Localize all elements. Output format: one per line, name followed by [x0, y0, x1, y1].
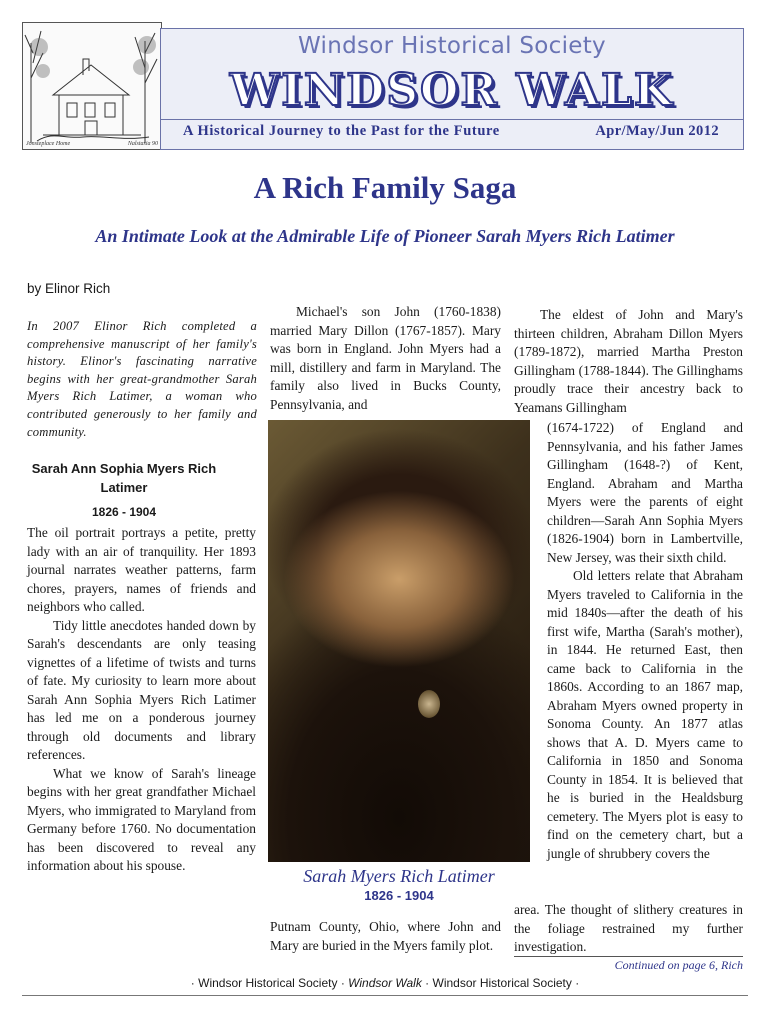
- newsletter-title: WINDSOR WALK: [229, 65, 675, 116]
- column-3-top: [514, 306, 743, 417]
- masthead-tagline: A Historical Journey to the Past for the Future: [183, 123, 500, 139]
- sidebar-dates: 1826 - 1904: [91, 505, 157, 519]
- paragraph: area. The thought of slithery creatures in the foliage restrained my further investigation.: [514, 902, 743, 954]
- masthead-illustration: [22, 22, 162, 150]
- column-2-bottom: [270, 918, 501, 955]
- masthead: [160, 28, 744, 150]
- article-subtitle: An Intimate Look at the Admirable Life of Pioneer Sarah Myers Rich Latimer: [95, 226, 675, 246]
- continued-link[interactable]: Continued on page 6, Rich: [614, 958, 743, 972]
- sidebar-heading: Sarah Ann Sophia Myers Rich Latimer: [31, 461, 217, 495]
- paragraph: The oil portrait portrays a petite, pretty lady with an air of tranquility. Her 1893 journal narrates weather patterns, farm chores, prayers, names of friends and neighbors who called.: [27, 525, 256, 614]
- footer-divider: [22, 995, 748, 996]
- column-1-body: [27, 524, 256, 876]
- column-3-bottom: [514, 901, 743, 957]
- portrait-dates: 1826 - 1904: [364, 888, 434, 903]
- house-drawing-icon: [23, 23, 161, 149]
- portrait-caption: Sarah Myers Rich Latimer: [303, 866, 495, 886]
- footer-newsletter: Windsor Walk: [348, 976, 422, 990]
- paragraph: Michael's son John (1760-1838) married Mary Dillon (1767-1857). Mary was born in England. John Myers had a mill, distillery and farm in Maryland. The family also lived in Bucks County, Pennsylvania, and: [270, 304, 501, 412]
- byline: by Elinor Rich: [27, 281, 111, 296]
- column-3-body: [547, 419, 743, 863]
- society-name: Windsor Historical Society: [298, 33, 606, 59]
- column-2-top: [270, 303, 501, 414]
- intro-text: In 2007 Elinor Rich completed a comprehensive manuscript of her family's history. Elinor's fascinating narrative begins with her great-grandmother Sarah Myers Rich Latimer, a woman who contributed generously to her family and community.: [27, 319, 257, 439]
- paragraph: Old letters relate that Abraham Myers traveled to California in the mid 1840s—after the death of his first wife, Martha (Sarah's mother), in 1844. He returned East, then came back to California in the 1860s. According to an 1867 map, Abraham Myers owned property in Sonoma County. An 1877 atlas shows that A. D. Myers came to California in 1850 and Sonoma County in 1854. It is believed that he is buried in the Healdsburg cemetery. The Myers plot is easy to find on the cemetery chart, but a jungle of shrubbery covers the: [547, 568, 743, 861]
- paragraph: What we know of Sarah's lineage begins with her great grandfather Michael Myers, who immigrated to Maryland from Germany before 1760. No documentation has been discovered to reveal any information about his spouse.: [27, 765, 256, 873]
- portrait-image: [268, 420, 530, 862]
- footer-prefix: · Windsor Historical Society ·: [190, 976, 349, 990]
- paragraph: (1674-1722) of England and Pennsylvania, and his father James Gillingham (1648-?) of Kent, England. Abraham and Martha Myers were the parents of eight children—Sarah Ann Sophia Myers (1826-1904) born in Lambertville, New Jersey, was their sixth child.: [547, 420, 743, 565]
- paragraph: Tidy little anecdotes handed down by Sarah's descendants are only teasing vignettes of a lifetime of twists and turns of fate. My curiosity to learn more about Sarah Ann Sophia Myers Rich Latimer has led me on a ponderous journey through old documents and library references.: [27, 617, 256, 762]
- illustration-caption-right: Nalstasia 90: [127, 141, 158, 147]
- brooch-detail: [418, 690, 440, 718]
- article-title: A Rich Family Saga: [253, 170, 517, 205]
- paragraph: The eldest of John and Mary's thirteen children, Abraham Dillon Myers (1789-1872), married Martha Preston Gillingham (1788-1844). The Gillinghams proudly trace their ancestry back to Yeamans Gillingham: [514, 307, 743, 415]
- page-footer: [0, 976, 770, 990]
- masthead-divider: [161, 119, 743, 120]
- continued-divider: [514, 956, 743, 957]
- illustration-caption-left: Jonsteplace Home: [26, 141, 71, 147]
- paragraph: Putnam County, Ohio, where John and Mary are buried in the Myers family plot.: [270, 919, 501, 953]
- footer-suffix: · Windsor Historical Society ·: [421, 976, 580, 990]
- issue-date: Apr/May/Jun 2012: [595, 123, 719, 139]
